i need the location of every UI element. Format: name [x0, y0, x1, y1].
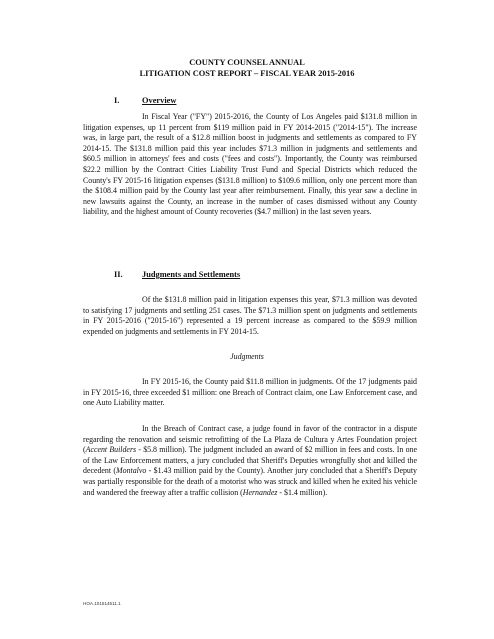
case-name: Hernandez [242, 487, 278, 497]
paragraph-text: - $1.43 million paid by the County). Another jury concluded that a Sheriff's Deputy was partially responsible for the death of a motorist who was struck and killed when he exited his vehicle and wandered the freeway after a traffic collision ( [83, 466, 417, 497]
subheading-judgments: Judgments [230, 352, 264, 361]
judgments-settlements-paragraph: Of the $131.8 million paid in litigation expenses this year, $71.3 million was devoted to satisfying 17 judgments and settling 251 cases. The $71.3 million spent on judgments and settlements in FY 2015-2016 ("2015-16") represented a 19 percent increase as compared to the $59.9 million expended on judgments and settlements in FY 2014-15. [83, 295, 417, 336]
paragraph-text: - $1.4 million). [277, 487, 328, 497]
paragraph-text: - $5.8 million). The judgment included an award of $2 million in fees and costs. In one of the Law Enforcement matters, a jury concluded that Sheriff's Deputies wrongfully shot and killed the decedent ( [83, 445, 417, 476]
overview-paragraph: In Fiscal Year ("FY") 2015-2016, the County of Los Angeles paid $131.8 million in litigation expenses, up 11 percent from $119 million paid in FY 2014-2015 ("2014-15"). The increase was, in large part, the result of a $12.8 million boost in judgments and settlements as compared to FY 2014-15. The $131.8 million paid this year includes $71.3 million in judgments and settlements and $60.5 million in attorneys' fees and costs ("fees and costs"). Importantly, the County was reimbursed $22.2 million by the Contract Cities Liability Trust Fund and Special Districts which reduced the County's FY 2015-16 litigation expenses ($131.8 million) to $109.6 million, only one percent more than the $108.4 million paid by the County last year after reimbursement. Finally, this year saw a decline in new lawsuits against the County, an increase in the number of cases dismissed without any County liability, and the highest amount of County recoveries ($4.7 million) in the last seven years. [83, 112, 417, 217]
report-title-line-1: COUNTY COUNSEL ANNUAL [189, 58, 305, 67]
case-name: Accent Builders [85, 445, 137, 455]
section-number: I. [114, 96, 120, 105]
section-title: Judgments and Settlements [142, 270, 241, 279]
section-heading-judgments-settlements [114, 270, 240, 279]
section-title: Overview [142, 96, 177, 105]
breach-of-contract-paragraph [83, 424, 417, 498]
case-name: Montalvo [116, 466, 147, 476]
section-number: II. [114, 270, 123, 279]
report-title-line-2: LITIGATION COST REPORT – FISCAL YEAR 2015-2016 [139, 69, 355, 78]
judgments-paragraph: In FY 2015-16, the County paid $11.8 million in judgments. Of the 17 judgments paid in FY 2015-16, three exceeded $1 million: one Breach of Contract claim, one Law Enforcement case, and one Auto Liability matter. [83, 377, 417, 408]
document-id-footer: HOA.101514511.1 [83, 601, 121, 606]
section-heading-overview [114, 96, 176, 105]
paragraph-text: In the Breach of Contract case, a judge found in favor of the contractor in a dispute regarding the renovation and seismic retrofitting of the La Plaza de Cultura y Artes Foundation project ( [83, 424, 417, 455]
